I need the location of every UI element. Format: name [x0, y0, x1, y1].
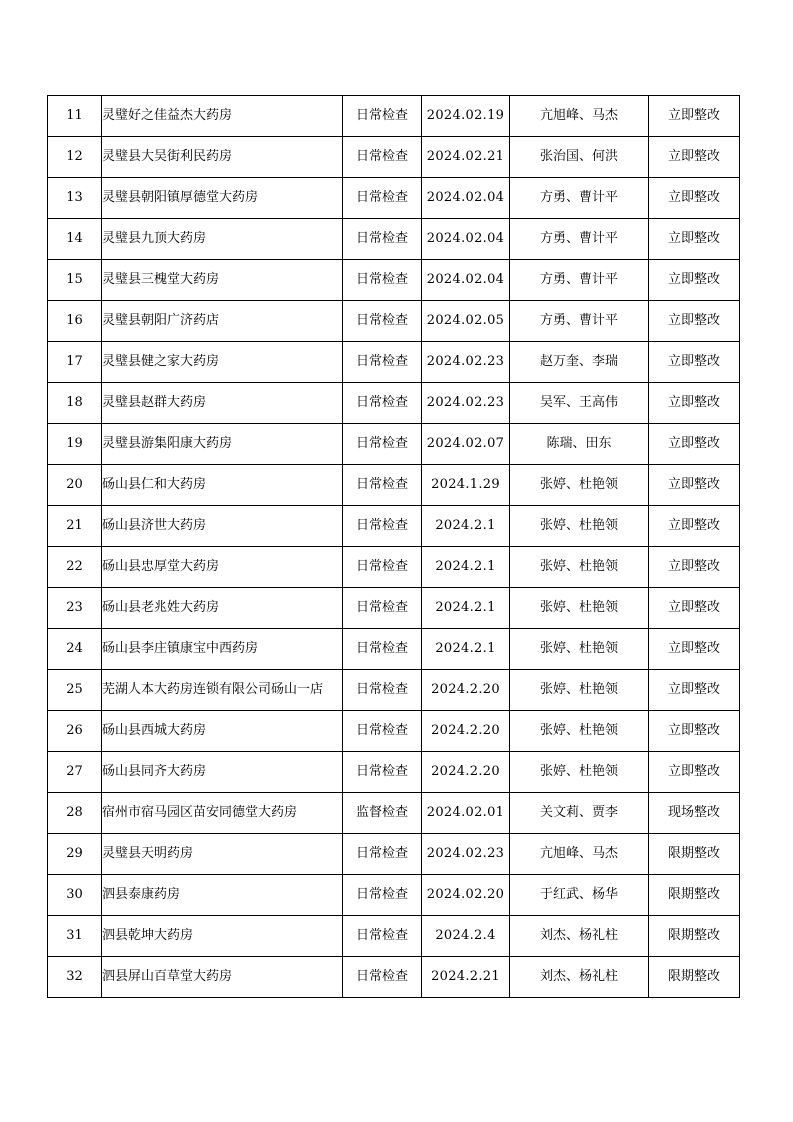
table-row: [48, 342, 740, 383]
rectification-result-cell: 立即整改: [649, 383, 740, 424]
inspectors-cell: 张婷、杜艳领: [510, 752, 649, 793]
rectification-result-cell: 现场整改: [649, 793, 740, 834]
inspection-table: [47, 95, 740, 998]
table-row: [48, 670, 740, 711]
inspection-type-cell: 日常检查: [343, 383, 422, 424]
table-row: [48, 629, 740, 670]
pharmacy-name-cell: 灵璧县游集阳康大药房: [102, 424, 343, 465]
inspectors-cell: 张婷、杜艳领: [510, 711, 649, 752]
table-row: [48, 547, 740, 588]
inspection-date-cell: 2024.02.07: [422, 424, 510, 465]
rectification-result-cell: 立即整改: [649, 342, 740, 383]
pharmacy-name-cell: 宿州市宿马园区苗安同德堂大药房: [102, 793, 343, 834]
inspectors-cell: 赵万奎、李瑞: [510, 342, 649, 383]
inspection-type-cell: 日常检查: [343, 301, 422, 342]
inspection-type-cell: 日常检查: [343, 752, 422, 793]
inspectors-cell: 亢旭峰、马杰: [510, 834, 649, 875]
inspectors-cell: 陈瑞、田东: [510, 424, 649, 465]
row-number-cell: 25: [48, 670, 102, 711]
row-number-cell: 13: [48, 178, 102, 219]
row-number-cell: 31: [48, 916, 102, 957]
rectification-result-cell: 立即整改: [649, 506, 740, 547]
inspectors-cell: 张治国、何洪: [510, 137, 649, 178]
inspection-type-cell: 日常检查: [343, 875, 422, 916]
inspectors-cell: 刘杰、杨礼柱: [510, 957, 649, 998]
table-row: [48, 793, 740, 834]
table-row: [48, 383, 740, 424]
pharmacy-name-cell: 灵璧县赵群大药房: [102, 383, 343, 424]
inspection-date-cell: 2024.02.23: [422, 383, 510, 424]
inspection-type-cell: 日常检查: [343, 629, 422, 670]
inspectors-cell: 方勇、曹计平: [510, 219, 649, 260]
pharmacy-name-cell: 泗县屏山百草堂大药房: [102, 957, 343, 998]
inspection-type-cell: 日常检查: [343, 465, 422, 506]
inspection-type-cell: 日常检查: [343, 137, 422, 178]
inspectors-cell: 方勇、曹计平: [510, 178, 649, 219]
inspection-type-cell: 日常检查: [343, 588, 422, 629]
table-row: [48, 96, 740, 137]
pharmacy-name-cell: 灵璧县健之家大药房: [102, 342, 343, 383]
row-number-cell: 12: [48, 137, 102, 178]
row-number-cell: 14: [48, 219, 102, 260]
inspection-date-cell: 2024.02.23: [422, 342, 510, 383]
inspectors-cell: 张婷、杜艳领: [510, 588, 649, 629]
inspection-date-cell: 2024.02.19: [422, 96, 510, 137]
inspection-date-cell: 2024.02.23: [422, 834, 510, 875]
row-number-cell: 30: [48, 875, 102, 916]
rectification-result-cell: 限期整改: [649, 834, 740, 875]
pharmacy-name-cell: 灵璧县天明药房: [102, 834, 343, 875]
table-row: [48, 260, 740, 301]
pharmacy-name-cell: 砀山县老兆姓大药房: [102, 588, 343, 629]
row-number-cell: 28: [48, 793, 102, 834]
rectification-result-cell: 立即整改: [649, 670, 740, 711]
inspection-date-cell: 2024.2.1: [422, 629, 510, 670]
inspection-date-cell: 2024.1.29: [422, 465, 510, 506]
inspectors-cell: 张婷、杜艳领: [510, 670, 649, 711]
inspectors-cell: 方勇、曹计平: [510, 260, 649, 301]
inspectors-cell: 张婷、杜艳领: [510, 465, 649, 506]
inspection-type-cell: 日常检查: [343, 711, 422, 752]
inspection-date-cell: 2024.2.21: [422, 957, 510, 998]
pharmacy-name-cell: 砀山县西城大药房: [102, 711, 343, 752]
inspection-date-cell: 2024.02.04: [422, 219, 510, 260]
inspection-date-cell: 2024.02.04: [422, 178, 510, 219]
row-number-cell: 21: [48, 506, 102, 547]
inspectors-cell: 吴军、王高伟: [510, 383, 649, 424]
pharmacy-name-cell: 泗县泰康药房: [102, 875, 343, 916]
inspectors-cell: 于红武、杨华: [510, 875, 649, 916]
row-number-cell: 23: [48, 588, 102, 629]
pharmacy-name-cell: 砀山县同齐大药房: [102, 752, 343, 793]
pharmacy-name-cell: 砀山县仁和大药房: [102, 465, 343, 506]
rectification-result-cell: 立即整改: [649, 301, 740, 342]
table-row: [48, 465, 740, 506]
row-number-cell: 18: [48, 383, 102, 424]
inspectors-cell: 亢旭峰、马杰: [510, 96, 649, 137]
row-number-cell: 24: [48, 629, 102, 670]
inspectors-cell: 张婷、杜艳领: [510, 506, 649, 547]
rectification-result-cell: 限期整改: [649, 875, 740, 916]
table-row: [48, 834, 740, 875]
inspectors-cell: 方勇、曹计平: [510, 301, 649, 342]
row-number-cell: 22: [48, 547, 102, 588]
pharmacy-name-cell: 灵璧县朝阳广济药店: [102, 301, 343, 342]
pharmacy-name-cell: 砀山县李庄镇康宝中西药房: [102, 629, 343, 670]
row-number-cell: 29: [48, 834, 102, 875]
rectification-result-cell: 限期整改: [649, 957, 740, 998]
rectification-result-cell: 立即整改: [649, 137, 740, 178]
table-row: [48, 301, 740, 342]
table-row: [48, 711, 740, 752]
pharmacy-name-cell: 泗县乾坤大药房: [102, 916, 343, 957]
rectification-result-cell: 立即整改: [649, 711, 740, 752]
inspection-date-cell: 2024.2.20: [422, 752, 510, 793]
inspectors-cell: 张婷、杜艳领: [510, 629, 649, 670]
inspection-type-cell: 日常检查: [343, 178, 422, 219]
inspection-type-cell: 日常检查: [343, 506, 422, 547]
pharmacy-name-cell: 灵璧县朝阳镇厚德堂大药房: [102, 178, 343, 219]
pharmacy-name-cell: 灵璧县三槐堂大药房: [102, 260, 343, 301]
inspection-date-cell: 2024.02.20: [422, 875, 510, 916]
rectification-result-cell: 立即整改: [649, 96, 740, 137]
pharmacy-name-cell: 芜湖人本大药房连锁有限公司砀山一店: [102, 670, 343, 711]
rectification-result-cell: 立即整改: [649, 465, 740, 506]
inspection-date-cell: 2024.2.1: [422, 588, 510, 629]
inspection-date-cell: 2024.2.4: [422, 916, 510, 957]
pharmacy-name-cell: 灵璧好之佳益杰大药房: [102, 96, 343, 137]
row-number-cell: 32: [48, 957, 102, 998]
inspection-type-cell: 日常检查: [343, 916, 422, 957]
row-number-cell: 17: [48, 342, 102, 383]
inspection-type-cell: 日常检查: [343, 670, 422, 711]
table-row: [48, 752, 740, 793]
inspection-type-cell: 日常检查: [343, 96, 422, 137]
pharmacy-name-cell: 灵璧县大吴街利民药房: [102, 137, 343, 178]
inspection-type-cell: 日常检查: [343, 219, 422, 260]
inspection-type-cell: 日常检查: [343, 260, 422, 301]
table-row: [48, 137, 740, 178]
table-row: [48, 588, 740, 629]
table-row: [48, 178, 740, 219]
row-number-cell: 11: [48, 96, 102, 137]
table-row: [48, 957, 740, 998]
inspection-date-cell: 2024.02.05: [422, 301, 510, 342]
inspection-date-cell: 2024.2.20: [422, 670, 510, 711]
table-row: [48, 916, 740, 957]
rectification-result-cell: 立即整改: [649, 588, 740, 629]
inspection-date-cell: 2024.2.1: [422, 506, 510, 547]
inspection-type-cell: 日常检查: [343, 424, 422, 465]
table-row: [48, 219, 740, 260]
table-row: [48, 506, 740, 547]
row-number-cell: 20: [48, 465, 102, 506]
row-number-cell: 26: [48, 711, 102, 752]
inspection-type-cell: 日常检查: [343, 342, 422, 383]
inspectors-cell: 张婷、杜艳领: [510, 547, 649, 588]
inspection-date-cell: 2024.02.21: [422, 137, 510, 178]
pharmacy-name-cell: 灵璧县九顶大药房: [102, 219, 343, 260]
inspection-type-cell: 日常检查: [343, 547, 422, 588]
pharmacy-name-cell: 砀山县济世大药房: [102, 506, 343, 547]
inspection-type-cell: 监督检查: [343, 793, 422, 834]
row-number-cell: 27: [48, 752, 102, 793]
rectification-result-cell: 立即整改: [649, 547, 740, 588]
rectification-result-cell: 立即整改: [649, 260, 740, 301]
table-row: [48, 424, 740, 465]
pharmacy-name-cell: 砀山县忠厚堂大药房: [102, 547, 343, 588]
inspection-date-cell: 2024.2.20: [422, 711, 510, 752]
rectification-result-cell: 立即整改: [649, 219, 740, 260]
table-row: [48, 875, 740, 916]
rectification-result-cell: 立即整改: [649, 178, 740, 219]
inspection-type-cell: 日常检查: [343, 834, 422, 875]
rectification-result-cell: 限期整改: [649, 916, 740, 957]
inspectors-cell: 刘杰、杨礼柱: [510, 916, 649, 957]
rectification-result-cell: 立即整改: [649, 424, 740, 465]
row-number-cell: 16: [48, 301, 102, 342]
inspectors-cell: 关文莉、贾李: [510, 793, 649, 834]
row-number-cell: 19: [48, 424, 102, 465]
inspection-date-cell: 2024.02.04: [422, 260, 510, 301]
inspection-date-cell: 2024.2.1: [422, 547, 510, 588]
row-number-cell: 15: [48, 260, 102, 301]
inspection-date-cell: 2024.02.01: [422, 793, 510, 834]
rectification-result-cell: 立即整改: [649, 752, 740, 793]
inspection-type-cell: 日常检查: [343, 957, 422, 998]
rectification-result-cell: 立即整改: [649, 629, 740, 670]
inspection-table-body: [48, 96, 740, 998]
